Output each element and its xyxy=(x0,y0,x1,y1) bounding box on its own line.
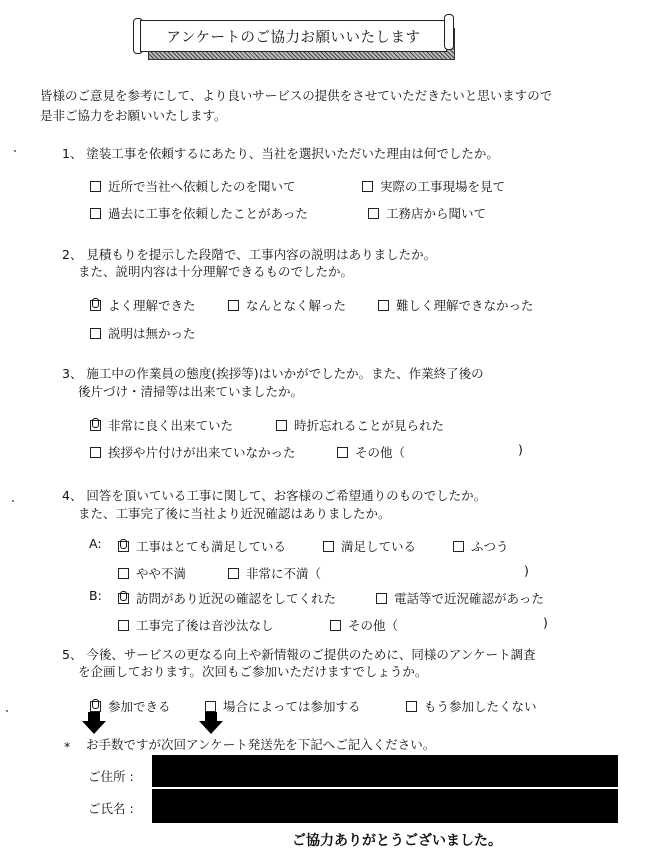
checkbox-checked[interactable] xyxy=(90,300,101,311)
checkbox[interactable] xyxy=(378,300,389,311)
scan-speck xyxy=(12,500,14,502)
q3-option-4[interactable] xyxy=(337,443,405,461)
q1-option-1[interactable] xyxy=(90,177,296,195)
option-label: よく理解できた xyxy=(108,298,196,313)
checkbox[interactable] xyxy=(90,181,101,192)
q3-question-line-1: 3、 施工中の作業員の態度(挨拶等)はいかがでしたか。また、作業終了後の xyxy=(62,366,484,381)
checkbox-checked[interactable] xyxy=(90,420,101,431)
option-label: 過去に工事を依頼したことがあった xyxy=(108,206,308,221)
checkbox[interactable] xyxy=(362,181,373,192)
option-label: 工務店から聞いて xyxy=(386,206,487,221)
scan-speck xyxy=(14,150,16,152)
q4-b-option-4[interactable] xyxy=(330,616,398,634)
checkbox[interactable] xyxy=(90,447,101,458)
address-field-redacted[interactable] xyxy=(152,755,618,787)
note-star: * xyxy=(64,739,71,754)
option-label: 参加できる xyxy=(108,699,171,714)
checkbox[interactable] xyxy=(205,701,216,712)
q4-a-option-4[interactable] xyxy=(118,564,186,582)
title-scroll-curl-right xyxy=(444,14,454,50)
q3-option-1[interactable] xyxy=(90,416,233,434)
checkbox[interactable] xyxy=(337,447,348,458)
q5-option-3[interactable] xyxy=(406,697,537,715)
q4-a-close: ) xyxy=(524,563,529,578)
q4-a-option-5[interactable] xyxy=(228,564,321,582)
q4-a-option-1[interactable] xyxy=(118,537,286,555)
page-title: アンケートのご協力お願いいたします xyxy=(140,20,447,52)
checkbox[interactable] xyxy=(118,568,129,579)
q2-option-2[interactable] xyxy=(228,296,346,314)
option-label: 電話等で近況確認があった xyxy=(394,591,544,606)
option-label: ふつう xyxy=(471,539,509,554)
option-label: その他（ xyxy=(348,618,399,633)
checkbox-checked[interactable] xyxy=(90,701,101,712)
thanks-message: ご協力ありがとうございました。 xyxy=(292,833,502,849)
checkbox[interactable] xyxy=(90,208,101,219)
address-label: ご住所 : xyxy=(88,769,134,784)
option-label: もう参加したくない xyxy=(424,699,537,714)
q2-question-line-1: 2、 見積もりを提示した段階で、工事内容の説明はありましたか。 xyxy=(62,247,437,262)
checkbox-checked[interactable] xyxy=(118,541,129,552)
q2-option-1[interactable] xyxy=(90,296,196,314)
checkbox[interactable] xyxy=(376,593,387,604)
option-label: 非常に良く出来ていた xyxy=(108,418,234,433)
q4-b-option-2[interactable] xyxy=(376,589,544,607)
checkbox[interactable] xyxy=(453,541,464,552)
checkbox[interactable] xyxy=(276,420,287,431)
q2-option-4[interactable] xyxy=(90,324,196,342)
option-label: 満足している xyxy=(341,539,417,554)
q1-option-2[interactable] xyxy=(362,177,505,195)
intro-line-1: 皆様のご意見を参考にして、より良いサービスの提供をさせていただきたいと思いますので xyxy=(40,88,553,103)
q3-other-close: ) xyxy=(518,442,523,457)
q1-question: 1、 塗装工事を依頼するにあたり、当社を選択いただいた理由は何でしたか。 xyxy=(62,146,499,161)
option-label: なんとなく解った xyxy=(246,298,347,313)
q4-b-close: ) xyxy=(543,615,548,630)
title-banner xyxy=(140,20,458,62)
option-label: 実際の工事現場を見て xyxy=(380,179,506,194)
q5-question-line-2: を企画しております。次回もご参加いただけますでしょうか。 xyxy=(78,664,428,679)
q4-a-label: A: xyxy=(89,536,102,551)
q4-question-line-1: 4、 回答を頂いている工事に関して、お客様のご希望通りのものでしたか。 xyxy=(62,488,487,503)
option-label: やや不満 xyxy=(136,566,187,581)
q1-option-4[interactable] xyxy=(368,204,486,222)
q3-option-2[interactable] xyxy=(276,416,444,434)
q2-option-3[interactable] xyxy=(378,296,534,314)
q4-a-option-3[interactable] xyxy=(453,537,509,555)
option-label: 非常に不満（ xyxy=(246,566,322,581)
checkbox[interactable] xyxy=(228,568,239,579)
checkbox[interactable] xyxy=(330,620,341,631)
checkbox[interactable] xyxy=(118,620,129,631)
option-label: 工事はとても満足している xyxy=(136,539,287,554)
q1-option-3[interactable] xyxy=(90,204,308,222)
q2-question-line-2: また、説明内容は十分理解できるものでしたか。 xyxy=(78,264,354,279)
option-label: 説明は無かった xyxy=(108,326,196,341)
down-arrow-icon xyxy=(82,712,106,734)
down-arrow-icon xyxy=(199,712,223,734)
option-label: 場合によっては参加する xyxy=(223,699,361,714)
name-field-redacted[interactable] xyxy=(152,789,618,823)
q4-b-label: B: xyxy=(89,588,102,603)
option-label: 近所で当社へ依頼したのを聞いて xyxy=(108,179,296,194)
checkbox[interactable] xyxy=(90,328,101,339)
q4-b-option-3[interactable] xyxy=(118,616,274,634)
q4-a-option-2[interactable] xyxy=(323,537,416,555)
checkbox[interactable] xyxy=(406,701,417,712)
q3-question-line-2: 後片づけ・清掃等は出来ていましたか。 xyxy=(78,384,304,399)
option-label: 難しく理解できなかった xyxy=(396,298,534,313)
q5-option-2[interactable] xyxy=(205,697,361,715)
option-label: その他（ xyxy=(355,445,406,460)
q3-option-3[interactable] xyxy=(90,443,296,461)
q4-b-option-1[interactable] xyxy=(118,589,336,607)
intro-line-2: 是非ご協力をお願いいたします。 xyxy=(40,108,227,123)
q4-question-line-2: また、工事完了後に当社より近況確認はありましたか。 xyxy=(78,506,391,521)
option-label: 訪問があり近況の確認をしてくれた xyxy=(136,591,337,606)
checkbox-checked[interactable] xyxy=(118,593,129,604)
checkbox[interactable] xyxy=(228,300,239,311)
option-label: 挨拶や片付けが出来ていなかった xyxy=(108,445,296,460)
scan-speck xyxy=(6,710,8,712)
checkbox[interactable] xyxy=(368,208,379,219)
option-label: 工事完了後は音沙汰なし xyxy=(136,618,274,633)
checkbox[interactable] xyxy=(323,541,334,552)
note-text: お手数ですが次回アンケート発送先を下記へご記入ください。 xyxy=(86,737,436,752)
option-label: 時折忘れることが見られた xyxy=(294,418,445,433)
name-label: ご氏名 : xyxy=(88,801,134,816)
q5-question-line-1: 5、 今後、サービスの更なる向上や新情報のご提供のために、同様のアンケート調査 xyxy=(62,647,536,662)
